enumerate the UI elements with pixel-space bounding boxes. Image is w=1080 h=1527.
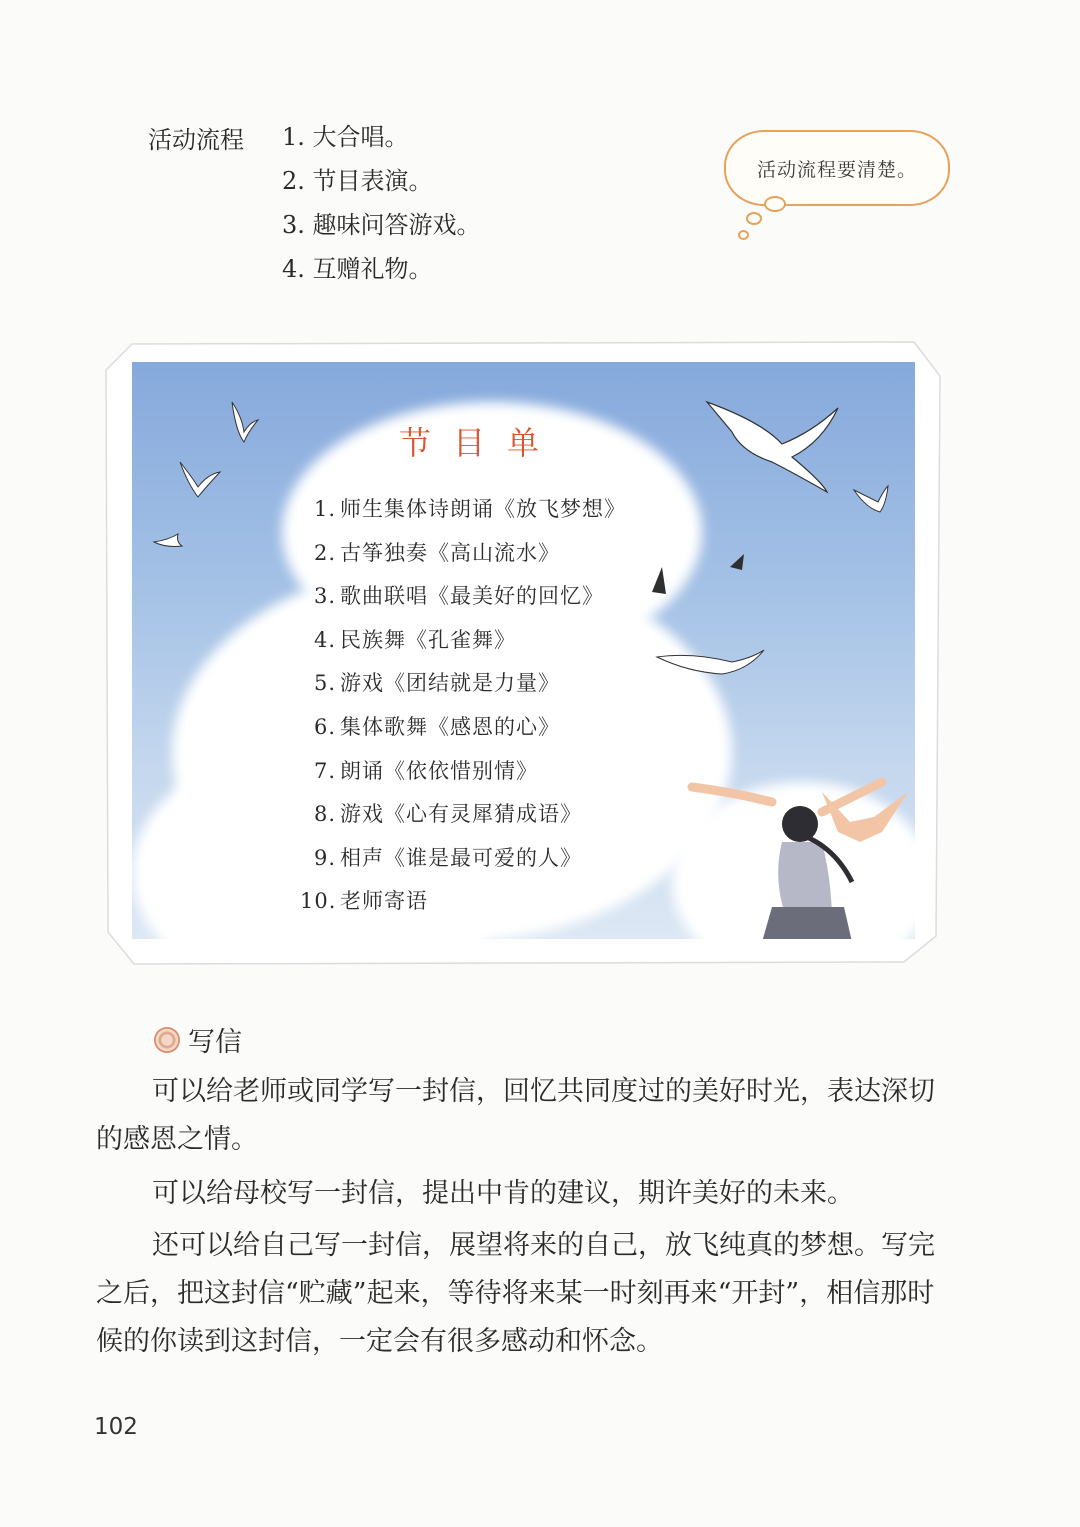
paragraph: 可以给老师或同学写一封信，回忆共同度过的美好时光，表达深切的感恩之情。 — [96, 1076, 935, 1155]
activity-step: 1. 大合唱。 — [282, 123, 409, 151]
program-item: 2. 古筝独奏《高山流水》 — [313, 540, 560, 565]
program-item: 9. 相声《谁是最可爱的人》 — [313, 845, 582, 870]
activity-step: 4. 互赠礼物。 — [282, 255, 433, 283]
paragraph: 还可以给自己写一封信，展望将来的自己，放飞纯真的梦想。写完之后，把这封信“贮藏”起来，等待将来某一时刻再来“开封”，相信那时候的你读到这封信，一定会有很多感动和怀念。 — [96, 1230, 935, 1357]
program-item: 7. 朗诵《依依惜别情》 — [313, 758, 538, 783]
tip-bubble — [724, 130, 950, 206]
bubble-dot — [738, 230, 749, 240]
activity-steps — [282, 120, 481, 296]
activity-step: 3. 趣味问答游戏。 — [282, 211, 481, 239]
seagull-icon — [707, 402, 838, 492]
dark-wing-icon — [652, 554, 744, 594]
bubble-dot — [746, 212, 762, 225]
paragraph: 可以给母校写一封信，提出中肯的建议，期许美好的未来。 — [152, 1178, 854, 1209]
program-item: 5. 游戏《团结就是力量》 — [313, 671, 560, 696]
program-item: 4. 民族舞《孔雀舞》 — [313, 627, 516, 652]
program-list — [300, 490, 626, 926]
page-number: 102 — [94, 1414, 138, 1440]
activity-step: 2. 节目表演。 — [282, 167, 433, 195]
tip-text: 活动流程要清楚。 — [756, 158, 917, 181]
bubble-dot — [764, 196, 786, 212]
program-item: 8. 游戏《心有灵犀猜成语》 — [313, 802, 582, 827]
activity-flow-label: 活动流程 — [148, 126, 244, 154]
program-item: 3. 歌曲联唱《最美好的回忆》 — [313, 584, 604, 609]
spiral-icon — [154, 1027, 180, 1053]
girl-illustration — [692, 782, 908, 939]
program-item: 6. 集体歌舞《感恩的心》 — [313, 714, 560, 739]
program-item: 1. 师生集体诗朗诵《放飞梦想》 — [313, 497, 626, 521]
section-title: 写信 — [188, 1027, 242, 1058]
program-item: 10. 老师寄语 — [300, 889, 428, 914]
program-title: 节目单 — [398, 424, 561, 462]
